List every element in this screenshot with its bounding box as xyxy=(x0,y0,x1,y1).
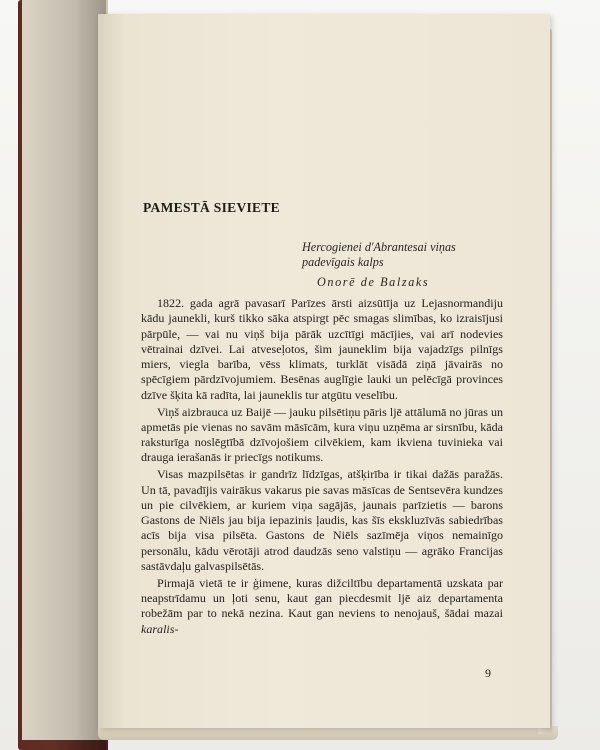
paragraph-4 xyxy=(141,576,503,637)
page-stack-bottom xyxy=(98,726,558,740)
paragraph-3: Visas mazpilsētas ir gandrīz līdzīgas, atšķirība ir tikai dažās paražās. Un tā, pavadījis vairākus vakarus pie savas māsīcas de Sentsevēra kundzes un pie cilvēkiem, ar kuriem viņa sagājās, jaunais parīzietis — barons Gastons de Niēls jau bija iepazinis ļaudis, kas šīs ekskluzīvās sabiedrības acīs bija visa pilsēta. Gastons de Niēls sazīmēja viņos nemainīgo personālu, kādu vērotāji atrod daudzās seno valstiņu — agrāko Francijas sastāvdaļu galvaspilsētās. xyxy=(141,467,503,574)
dedication: Hercogienei d'Abrantesai viņas padevīgais kalps xyxy=(302,240,456,269)
body-text xyxy=(141,296,503,639)
paragraph-4-hyphenated-word: karalis- xyxy=(141,621,179,636)
paragraph-4-text: Pirmajā vietā te ir ģimene, kuras dižciltību departamentā uzskata par neapstrīdamu un ļoti senu, kaut gan piecdesmit ljē aiz departamenta robežām par to nekā nezina. Kaut gan neviens to nenojauš, šādai mazai xyxy=(141,575,503,621)
page-number: 9 xyxy=(485,666,491,680)
cover-shadow xyxy=(20,0,106,750)
paragraph-1: 1822. gada agrā pavasarī Parīzes ārsti aizsūtīja uz Lejasnormandiju kādu jaunekli, kurš tikko sāka atspirgt pēc smagas slimības, ko izraisījusi pārpūle, — vai nu viņš bija pārāk uzcītīgi mācījies, vai arī nodevies vētrainai dzīvei. Lai atveseļotos, šim jauneklim bija vajadzīgs pilnīgs miers, viegla barība, vēss klimats, turklāt visādā ziņā jāvairās no spēcīgiem pārdzīvojumiem. Besēnas auglīgie lauki un pelēcīgā provinces dzīve šķita kā radīta, lai jauneklis tur atgūtu veselību. xyxy=(141,296,503,402)
author-signature: Onorē de Balzaks xyxy=(317,275,430,289)
chapter-title: PAMESTĀ SIEVIETE xyxy=(143,200,280,215)
paragraph-2: Viņš aizbrauca uz Baijē — jauku pilsētiņu pāris ljē attālumā no jūras un apmetās pie vienas no savām māsīcām, kura viņu uzņēma ar sirsnību, kāda raksturīga noslēgtībā dzīvojošiem cilvēkiem, kam ikviena tuvinieka vai drauga ierašanās ir priecīgs notikums. xyxy=(141,404,503,465)
